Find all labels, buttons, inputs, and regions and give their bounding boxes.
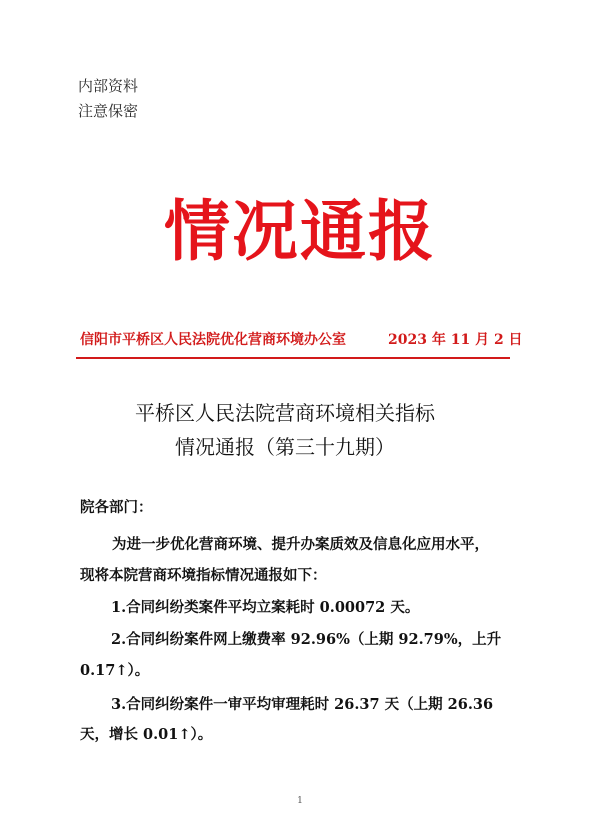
page-number: 1 — [297, 796, 303, 806]
salutation: 院各部门： — [80, 499, 153, 516]
document-title: 情况通报 — [164, 192, 436, 270]
header-divider — [76, 357, 510, 359]
issuing-organization: 信阳市平桥区人民法院优化营商环境办公室 — [80, 332, 346, 348]
indicator-item-2-line-1: 2.合同纠纷案件网上缴费率 92.96%（上期 92.79%，上升 — [111, 631, 502, 648]
indicator-item-1: 1.合同纠纷类案件平均立案耗时 0.00072 天。 — [111, 599, 420, 616]
issuer-line — [80, 330, 523, 350]
issue-date: 2023 年 11 月 2 日 — [388, 332, 523, 348]
subtitle-line-2: 情况通报（第三十九期） — [175, 435, 395, 459]
indicator-item-3-line-2: 天，增长 0.01↑）。 — [80, 726, 213, 743]
indicator-item-2-line-2: 0.17↑）。 — [80, 662, 150, 679]
intro-paragraph-line-2: 现将本院营商环境指标情况通报如下： — [80, 567, 327, 584]
confidentiality-label: 注意保密 — [78, 102, 139, 120]
subtitle-line-1: 平桥区人民法院营商环境相关指标 — [135, 401, 435, 425]
classification-label: 内部资料 — [78, 77, 139, 95]
intro-paragraph-line-1: 为进一步优化营商环境、提升办案质效及信息化应用水平， — [112, 536, 489, 553]
indicator-item-3-line-1: 3.合同纠纷案件一审平均审理耗时 26.37 天（上期 26.36 — [111, 696, 494, 713]
